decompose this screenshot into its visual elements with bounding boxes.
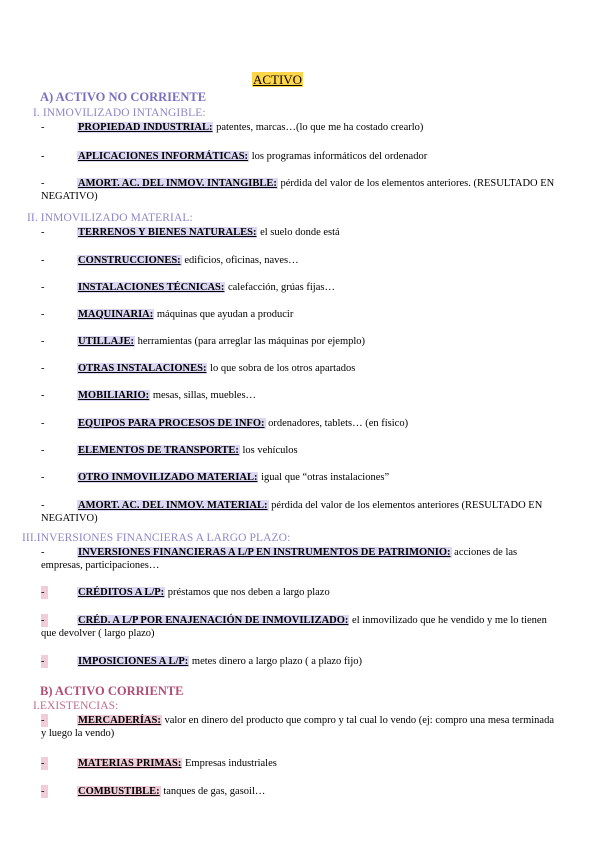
dash-bullet: - [41, 336, 45, 347]
term-description: pérdida del valor de los elementos anteriores (RESULTADO EN NEGATIVO) [41, 500, 543, 524]
term-label: MATERIAS PRIMAS: [78, 758, 182, 769]
list-item [41, 785, 561, 798]
dash-bullet: - [41, 122, 45, 133]
term-description: los vehículos [239, 445, 298, 456]
term-description: igual que “otras instalaciones” [258, 472, 390, 483]
list-item [41, 121, 561, 134]
term-label: INVERSIONES FINANCIERAS A L/P EN INSTRUMENTOS DE PATRIMONIO: [78, 547, 451, 558]
term-label: OTRO INMOVILIZADO MATERIAL: [78, 472, 258, 483]
term-description: valor en dinero del producto que compro y tal cual lo vendo (ej: compro una mesa terminada y luego la vendo) [41, 715, 555, 739]
term-label: CONSTRUCCIONES: [78, 255, 181, 266]
list-item [41, 546, 561, 572]
list-item [41, 757, 561, 770]
term-label: AMORT. AC. DEL INMOV. INTANGIBLE: [78, 178, 277, 189]
term-description: préstamos que nos deben a largo plazo [165, 587, 330, 598]
term-label: OTRAS INSTALACIONES: [78, 363, 207, 374]
list-item [41, 614, 561, 640]
subsection-heading-material: II. INMOVILIZADO MATERIAL: [27, 212, 193, 224]
dash-bullet: - [41, 500, 45, 511]
list-item [41, 362, 561, 375]
section-heading-activo-no-corriente: A) ACTIVO NO CORRIENTE [40, 90, 207, 104]
dash-bullet: - [41, 445, 45, 456]
term-description: calefacción, grúas fijas… [225, 282, 335, 293]
term-description: ordenadores, tablets… (en físico) [265, 418, 409, 429]
dash-bullet: - [41, 547, 45, 558]
dash-bullet: - [41, 227, 45, 238]
dash-bullet: - [41, 151, 45, 162]
term-description: edificios, oficinas, naves… [181, 255, 299, 266]
term-label: CRÉD. A L/P POR ENAJENACIÓN DE INMOVILIZADO: [78, 615, 349, 626]
dash-bullet: - [41, 785, 48, 798]
subsection-heading-existencias: I.EXISTENCIAS: [33, 700, 119, 712]
term-label: CRÉDITOS A L/P: [78, 587, 165, 598]
page-title: ACTIVO [252, 72, 303, 87]
list-item [41, 444, 561, 457]
list-item [41, 281, 561, 294]
term-description: Empresas industriales [182, 758, 277, 769]
term-description: herramientas (para arreglar las máquinas por ejemplo) [135, 336, 366, 347]
dash-bullet: - [41, 757, 48, 770]
list-item [41, 150, 561, 163]
term-label: AMORT. AC. DEL INMOV. MATERIAL: [78, 500, 268, 511]
list-item [41, 417, 561, 430]
term-description: lo que sobra de los otros apartados [207, 363, 356, 374]
subsection-heading-intangible: I. INMOVILIZADO INTANGIBLE: [33, 107, 206, 119]
term-description: mesas, sillas, muebles… [150, 390, 257, 401]
term-label: INSTALACIONES TÉCNICAS: [78, 282, 225, 293]
list-item [41, 177, 561, 203]
term-label: PROPIEDAD INDUSTRIAL: [78, 122, 213, 133]
dash-bullet: - [41, 586, 48, 599]
term-description: acciones de las empresas, participaciones… [41, 547, 518, 571]
dash-bullet: - [41, 282, 45, 293]
subsection-heading-inversiones: III.INVERSIONES FINANCIERAS A LARGO PLAZO: [22, 532, 291, 544]
term-description: patentes, marcas…(lo que me ha costado crearlo) [213, 122, 424, 133]
term-label: APLICACIONES INFORMÁTICAS: [78, 151, 249, 162]
section-heading-activo-corriente: B) ACTIVO CORRIENTE [40, 684, 184, 698]
term-label: ELEMENTOS DE TRANSPORTE: [78, 445, 239, 456]
list-item [41, 335, 561, 348]
term-label: EQUIPOS PARA PROCESOS DE INFO: [78, 418, 265, 429]
dash-bullet: - [41, 418, 45, 429]
term-description: metes dinero a largo plazo ( a plazo fijo) [189, 656, 362, 667]
term-label: TERRENOS Y BIENES NATURALES: [78, 227, 257, 238]
list-item [41, 226, 561, 239]
term-description: el inmovilizado que he vendido y me lo tienen que devolver ( largo plazo) [41, 615, 547, 639]
list-item [41, 586, 561, 599]
dash-bullet: - [41, 255, 45, 266]
term-description: máquinas que ayudan a producir [154, 309, 294, 320]
list-item [41, 499, 561, 525]
term-description: los programas informáticos del ordenador [249, 151, 428, 162]
term-description: tanques de gas, gasoil… [160, 786, 266, 797]
term-label: COMBUSTIBLE: [78, 786, 160, 797]
list-item [41, 308, 561, 321]
term-description: pérdida del valor de los elementos anteriores. (RESULTADO EN NEGATIVO) [41, 178, 555, 202]
term-label: MOBILIARIO: [78, 390, 150, 401]
list-item [41, 471, 561, 484]
list-item [41, 254, 561, 267]
list-item [41, 389, 561, 402]
dash-bullet: - [41, 614, 48, 627]
term-label: IMPOSICIONES A L/P: [78, 656, 189, 667]
dash-bullet: - [41, 714, 48, 727]
term-label: UTILLAJE: [78, 336, 135, 347]
list-item [41, 655, 561, 668]
dash-bullet: - [41, 363, 45, 374]
dash-bullet: - [41, 655, 48, 668]
term-label: MERCADERÍAS: [78, 715, 161, 726]
dash-bullet: - [41, 309, 45, 320]
list-item [41, 714, 561, 740]
dash-bullet: - [41, 178, 45, 189]
dash-bullet: - [41, 390, 45, 401]
term-description: el suelo donde está [257, 227, 340, 238]
dash-bullet: - [41, 472, 45, 483]
term-label: MAQUINARIA: [78, 309, 154, 320]
